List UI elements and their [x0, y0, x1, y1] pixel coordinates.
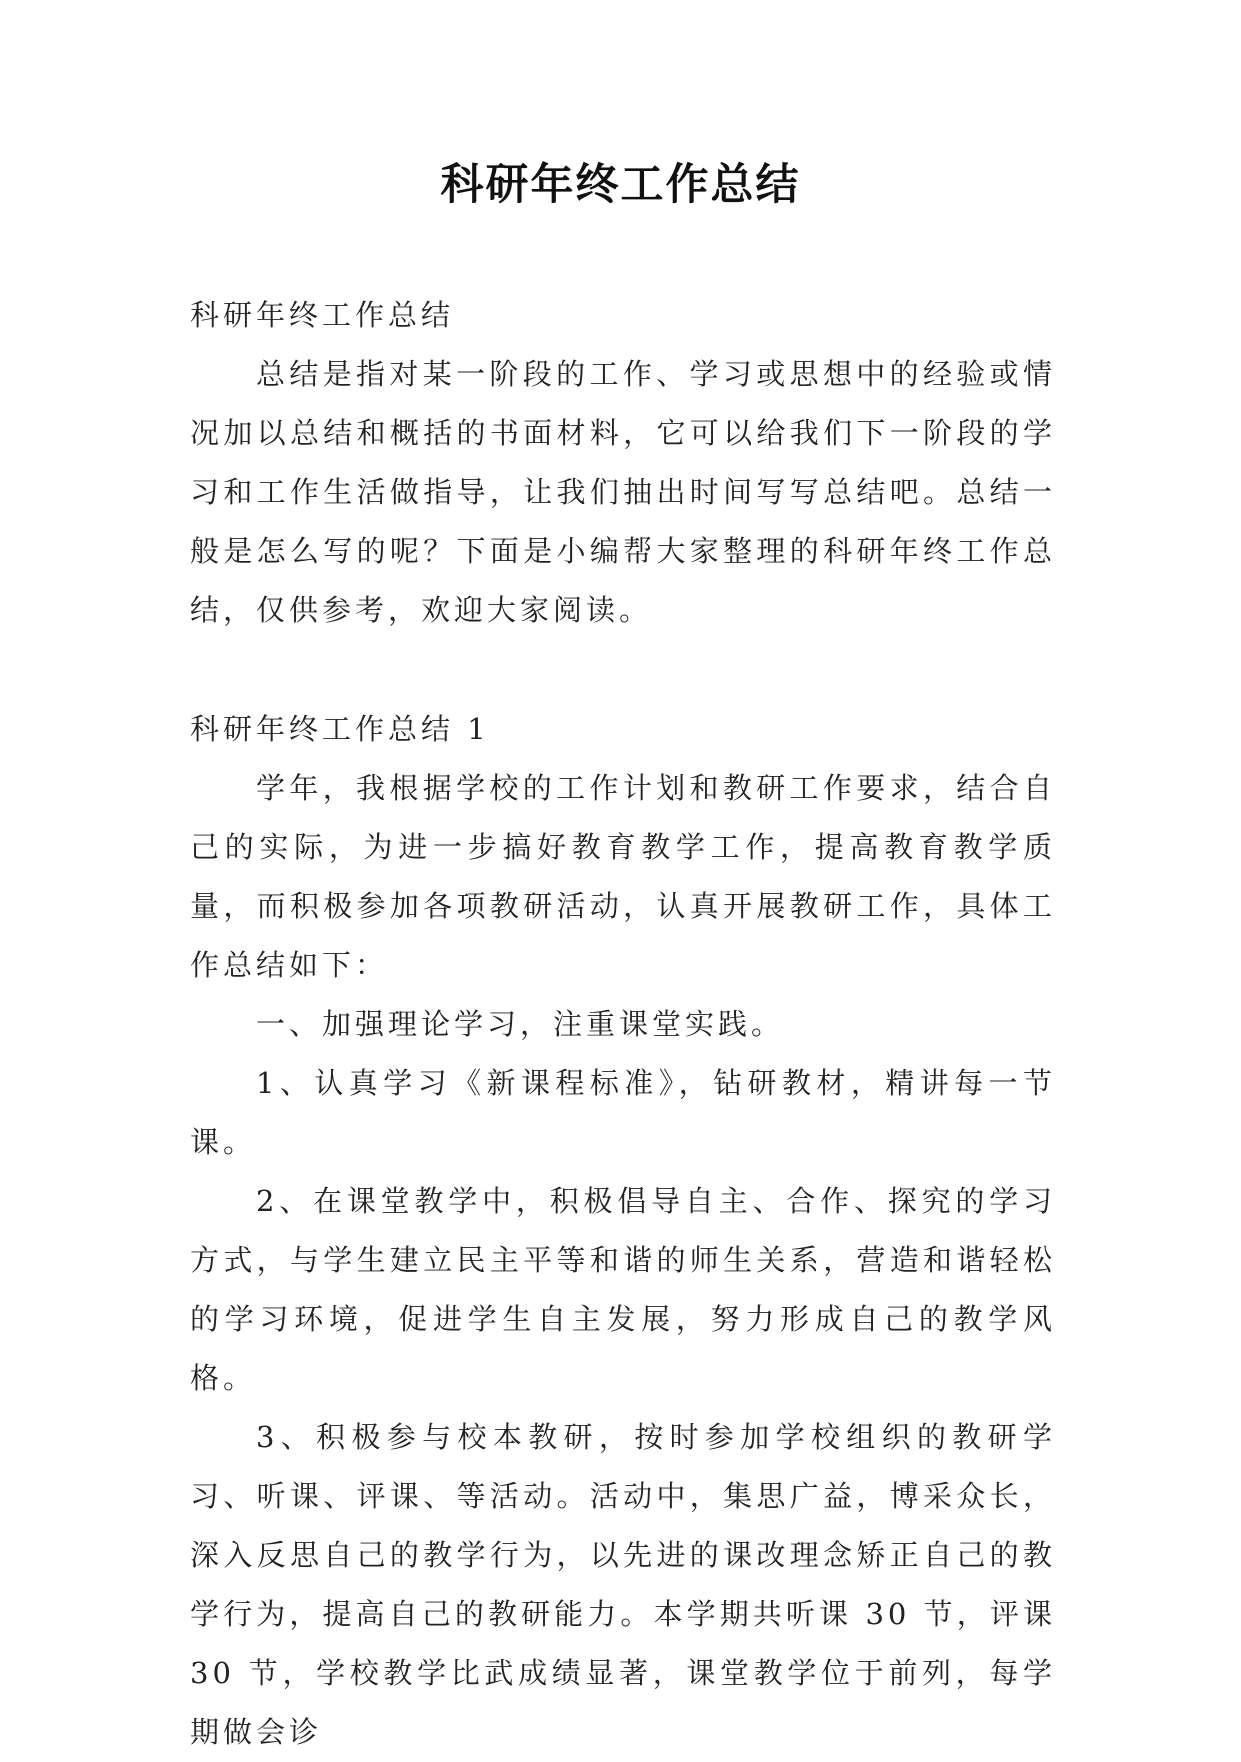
document-body: [190, 286, 1056, 1762]
body-paragraph: 学年，我根据学校的工作计划和教研工作要求，结合自己的实际，为进一步搞好教育教学工作，提高教育教学质量，而积极参加各项教研活动，认真开展教研工作，具体工作总结如下：: [190, 771, 1056, 982]
body-paragraph: 3、积极参与校本教研，按时参加学校组织的教研学习、听课、评课、等活动。活动中，集思广益，博采众长，深入反思自己的教学行为，以先进的课改理念矫正自己的教学行为，提高自己的教研能力。本学期共听课 30 节，评课 30 节，学校教学比武成绩显著，课堂教学位于前列，每学期做会诊: [190, 1420, 1056, 1749]
document-title: 科研年终工作总结: [440, 160, 801, 210]
subtitle: 科研年终工作总结: [190, 298, 455, 332]
body-paragraph: 1、认真学习《新课程标准》，钻研教材，精讲每一节课。: [190, 1066, 1056, 1159]
intro-paragraph: 总结是指对某一阶段的工作、学习或思想中的经验或情况加以总结和概括的书面材料，它可以给我们下一阶段的学习和工作生活做指导，让我们抽出时间写写总结吧。总结一般是怎么写的呢？下面是小编帮大家整理的科研年终工作总结，仅供参考，欢迎大家阅读。: [190, 357, 1056, 627]
section-spacer: [190, 640, 1056, 700]
section-heading: 科研年终工作总结 1: [190, 712, 490, 746]
body-paragraph: 2、在课堂教学中，积极倡导自主、合作、探究的学习方式，与学生建立民主平等和谐的师生关系，营造和谐轻松的学习环境，促进学生自主发展，努力形成自己的教学风格。: [190, 1184, 1056, 1395]
body-paragraph: 一、加强理论学习，注重课堂实践。: [256, 1007, 785, 1041]
